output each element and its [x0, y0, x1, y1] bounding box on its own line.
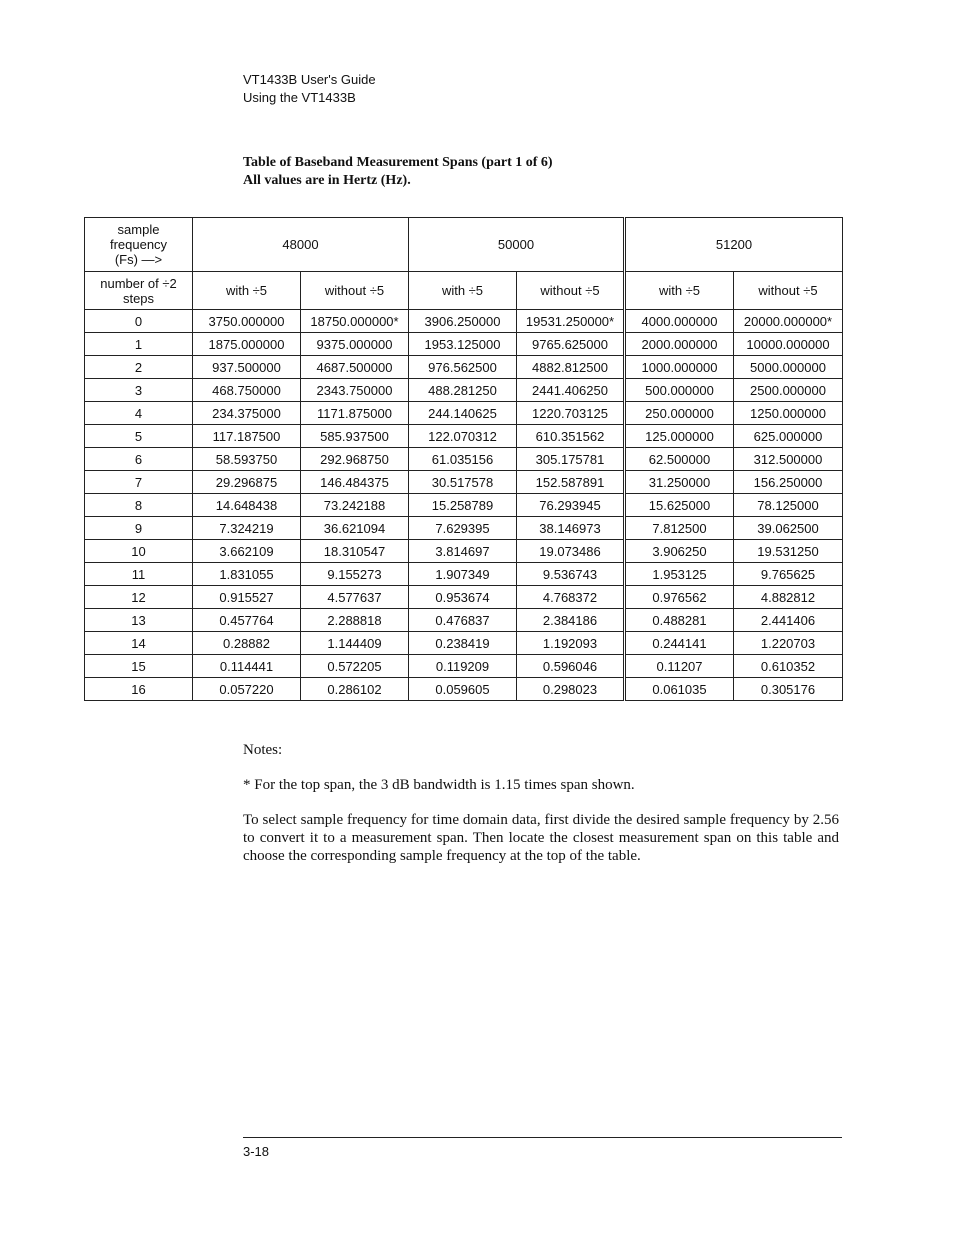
span-value-cell: 585.937500	[301, 425, 409, 448]
span-value-cell: 73.242188	[301, 494, 409, 517]
span-value-cell: 10000.000000	[734, 333, 843, 356]
span-value-cell: 4.577637	[301, 586, 409, 609]
span-value-cell: 3.906250	[625, 540, 734, 563]
span-value-cell: 2.288818	[301, 609, 409, 632]
table-row	[85, 517, 843, 540]
steps-cell: 3	[85, 379, 193, 402]
span-value-cell: 2000.000000	[625, 333, 734, 356]
steps-label: number of ÷2 steps	[85, 272, 193, 310]
table-title	[243, 154, 553, 190]
span-value-cell: 3.662109	[193, 540, 301, 563]
span-value-cell: 1.953125	[625, 563, 734, 586]
span-value-cell: 9.536743	[517, 563, 625, 586]
span-value-cell: 500.000000	[625, 379, 734, 402]
notes-section	[243, 741, 839, 882]
span-value-cell: 122.070312	[409, 425, 517, 448]
running-header	[243, 71, 376, 107]
span-value-cell: 937.500000	[193, 356, 301, 379]
span-value-cell: 1250.000000	[734, 402, 843, 425]
span-value-cell: 1.907349	[409, 563, 517, 586]
span-value-cell: 18750.000000*	[301, 310, 409, 333]
span-value-cell: 31.250000	[625, 471, 734, 494]
span-value-cell: 14.648438	[193, 494, 301, 517]
steps-cell: 0	[85, 310, 193, 333]
span-value-cell: 0.457764	[193, 609, 301, 632]
footer-rule	[243, 1137, 842, 1138]
span-value-cell: 9375.000000	[301, 333, 409, 356]
table-row	[85, 356, 843, 379]
span-value-cell: 5000.000000	[734, 356, 843, 379]
sub-header-cell: with ÷5	[193, 272, 301, 310]
steps-cell: 8	[85, 494, 193, 517]
span-value-cell: 0.114441	[193, 655, 301, 678]
span-value-cell: 0.286102	[301, 678, 409, 701]
span-value-cell: 0.976562	[625, 586, 734, 609]
span-value-cell: 62.500000	[625, 448, 734, 471]
span-value-cell: 36.621094	[301, 517, 409, 540]
span-value-cell: 0.953674	[409, 586, 517, 609]
divide-header-row	[85, 272, 843, 310]
steps-cell: 11	[85, 563, 193, 586]
span-value-cell: 0.059605	[409, 678, 517, 701]
span-value-cell: 2441.406250	[517, 379, 625, 402]
span-value-cell: 0.610352	[734, 655, 843, 678]
span-value-cell: 2.441406	[734, 609, 843, 632]
span-value-cell: 3.814697	[409, 540, 517, 563]
span-value-cell: 1.831055	[193, 563, 301, 586]
span-value-cell: 19.073486	[517, 540, 625, 563]
span-value-cell: 20000.000000*	[734, 310, 843, 333]
table-row	[85, 448, 843, 471]
steps-cell: 2	[85, 356, 193, 379]
span-value-cell: 76.293945	[517, 494, 625, 517]
table-row	[85, 471, 843, 494]
table-title-line1: Table of Baseband Measurement Spans (part 1 of 6)	[243, 155, 553, 170]
steps-cell: 9	[85, 517, 193, 540]
table-row	[85, 379, 843, 402]
span-value-cell: 305.175781	[517, 448, 625, 471]
span-value-cell: 4.768372	[517, 586, 625, 609]
page-number: 3-18	[243, 1144, 270, 1159]
span-value-cell: 250.000000	[625, 402, 734, 425]
span-value-cell: 4000.000000	[625, 310, 734, 333]
span-value-cell: 0.915527	[193, 586, 301, 609]
span-value-cell: 1875.000000	[193, 333, 301, 356]
note-top-span: * For the top span, the 3 dB bandwidth is 1.15 times span shown.	[243, 777, 635, 793]
table-row	[85, 402, 843, 425]
span-value-cell: 625.000000	[734, 425, 843, 448]
steps-cell: 13	[85, 609, 193, 632]
span-value-cell: 117.187500	[193, 425, 301, 448]
span-value-cell: 1953.125000	[409, 333, 517, 356]
sub-header-cell: without ÷5	[517, 272, 625, 310]
span-value-cell: 1.192093	[517, 632, 625, 655]
span-value-cell: 30.517578	[409, 471, 517, 494]
span-value-cell: 4.882812	[734, 586, 843, 609]
steps-cell: 15	[85, 655, 193, 678]
table-row	[85, 586, 843, 609]
span-value-cell: 1.144409	[301, 632, 409, 655]
span-value-cell: 1171.875000	[301, 402, 409, 425]
sample-frequency-label: sample frequency (Fs) —>	[85, 218, 193, 272]
span-value-cell: 244.140625	[409, 402, 517, 425]
span-value-cell: 9.765625	[734, 563, 843, 586]
span-value-cell: 0.057220	[193, 678, 301, 701]
table-row	[85, 494, 843, 517]
table-row	[85, 425, 843, 448]
frequency-header-50000: 50000	[409, 218, 625, 272]
span-value-cell: 234.375000	[193, 402, 301, 425]
span-value-cell: 2343.750000	[301, 379, 409, 402]
table-row	[85, 563, 843, 586]
span-value-cell: 19531.250000*	[517, 310, 625, 333]
span-value-cell: 152.587891	[517, 471, 625, 494]
table-row	[85, 609, 843, 632]
span-value-cell: 0.244141	[625, 632, 734, 655]
span-value-cell: 0.061035	[625, 678, 734, 701]
table-row	[85, 333, 843, 356]
steps-cell: 1	[85, 333, 193, 356]
steps-cell: 12	[85, 586, 193, 609]
sub-header-cell: with ÷5	[625, 272, 734, 310]
span-value-cell: 976.562500	[409, 356, 517, 379]
span-value-cell: 7.812500	[625, 517, 734, 540]
span-value-cell: 0.305176	[734, 678, 843, 701]
span-value-cell: 468.750000	[193, 379, 301, 402]
span-value-cell: 38.146973	[517, 517, 625, 540]
sub-header-cell: without ÷5	[301, 272, 409, 310]
span-value-cell: 1.220703	[734, 632, 843, 655]
sub-header-cell: with ÷5	[409, 272, 517, 310]
steps-cell: 14	[85, 632, 193, 655]
steps-cell: 7	[85, 471, 193, 494]
frequency-header-51200: 51200	[625, 218, 843, 272]
span-value-cell: 0.11207	[625, 655, 734, 678]
span-value-cell: 2.384186	[517, 609, 625, 632]
span-value-cell: 78.125000	[734, 494, 843, 517]
steps-cell: 10	[85, 540, 193, 563]
span-value-cell: 9.155273	[301, 563, 409, 586]
span-value-cell: 39.062500	[734, 517, 843, 540]
span-value-cell: 0.572205	[301, 655, 409, 678]
span-value-cell: 292.968750	[301, 448, 409, 471]
span-value-cell: 0.488281	[625, 609, 734, 632]
span-value-cell: 146.484375	[301, 471, 409, 494]
table-row	[85, 655, 843, 678]
table-row	[85, 678, 843, 701]
span-value-cell: 0.238419	[409, 632, 517, 655]
span-value-cell: 4687.500000	[301, 356, 409, 379]
span-value-cell: 29.296875	[193, 471, 301, 494]
span-value-cell: 0.28882	[193, 632, 301, 655]
span-value-cell: 610.351562	[517, 425, 625, 448]
header-section-title: Using the VT1433B	[243, 90, 356, 105]
span-value-cell: 488.281250	[409, 379, 517, 402]
span-value-cell: 3906.250000	[409, 310, 517, 333]
span-value-cell: 0.596046	[517, 655, 625, 678]
span-value-cell: 2500.000000	[734, 379, 843, 402]
span-value-cell: 3750.000000	[193, 310, 301, 333]
steps-cell: 4	[85, 402, 193, 425]
span-value-cell: 1000.000000	[625, 356, 734, 379]
span-value-cell: 125.000000	[625, 425, 734, 448]
span-value-cell: 4882.812500	[517, 356, 625, 379]
notes-heading: Notes:	[243, 742, 283, 758]
span-value-cell: 18.310547	[301, 540, 409, 563]
span-value-cell: 7.324219	[193, 517, 301, 540]
sub-header-cell: without ÷5	[734, 272, 843, 310]
span-value-cell: 61.035156	[409, 448, 517, 471]
span-value-cell: 15.625000	[625, 494, 734, 517]
steps-cell: 16	[85, 678, 193, 701]
span-value-cell: 9765.625000	[517, 333, 625, 356]
steps-cell: 6	[85, 448, 193, 471]
frequency-header-48000: 48000	[193, 218, 409, 272]
measurement-spans-table	[84, 217, 843, 701]
table-title-line2: All values are in Hertz (Hz).	[243, 173, 411, 188]
span-value-cell: 7.629395	[409, 517, 517, 540]
span-value-cell: 156.250000	[734, 471, 843, 494]
steps-cell: 5	[85, 425, 193, 448]
span-value-cell: 0.119209	[409, 655, 517, 678]
span-value-cell: 312.500000	[734, 448, 843, 471]
table-row	[85, 540, 843, 563]
table-row	[85, 310, 843, 333]
span-value-cell: 0.476837	[409, 609, 517, 632]
table-row	[85, 632, 843, 655]
frequency-header-row	[85, 218, 843, 272]
span-value-cell: 58.593750	[193, 448, 301, 471]
note-select-frequency: To select sample frequency for time domain data, first divide the desired sample frequency by 2.56 to convert it to a measurement span. Then locate the closest measurement span on this table and choose the corresponding sample frequency at the top of the table.	[243, 812, 839, 864]
header-guide-title: VT1433B User's Guide	[243, 72, 376, 87]
span-value-cell: 0.298023	[517, 678, 625, 701]
span-value-cell: 15.258789	[409, 494, 517, 517]
span-value-cell: 1220.703125	[517, 402, 625, 425]
span-value-cell: 19.531250	[734, 540, 843, 563]
